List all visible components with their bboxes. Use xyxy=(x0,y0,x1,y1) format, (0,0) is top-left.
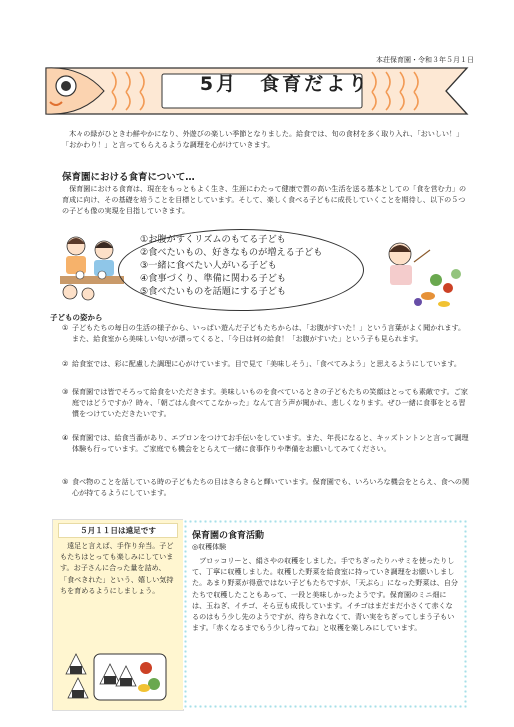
activity-heading: 保育園の食育活動 xyxy=(192,531,265,541)
child-vegetables-illustration xyxy=(370,232,468,312)
kid-item xyxy=(62,386,472,420)
section-paragraph: 保育園における食育は、現在をもっともよく生き、生涯にわたって健康で質の高い生活を送る基本としての「食を営む力」の育成に向け、その基礎を培うことを目標としています。そして、楽しく食べる子どもに成長していくことを期待し、以下の５つの子ども像の実現を目指していきます。 xyxy=(62,184,467,216)
kid-item xyxy=(62,432,472,454)
excursion-heading: ５月１１日は遠足です xyxy=(58,523,178,538)
goal-item: ③一緒に食べたい人がいる子ども xyxy=(140,260,277,271)
kid-item-text: 保育園では、給食当番があり、エプロンをつけてお手伝いをしています。また、年長になると、キッズトントンと言って調理体験も行っています。ご家庭でも機会をとらえて一緒に食事作りや準備をお願いしてみてください。 xyxy=(72,433,469,454)
kid-item xyxy=(62,322,472,344)
activity-paragraph: ブロッコリーと、絹さやの収穫をしました。手でちぎったりハサミを使ったりして、丁寧に収穫しました。収穫した野菜を給食室に持っていき調理をお願いしました。あまり野菜が得意ではない子どもたちですが、「天ぷら」になった野菜は、自分たちで収穫したこともあって、一段と美味しかったようです。保育園のミニ畑には、玉ねぎ、イチゴ、そら豆も成長しています。イチゴはまだまだ小さくて赤くなるのはもう少し先のようですが、待ちきれなくて、青い実をちぎってしまう子もいます。「赤くなるまでもう少し待ってね」と収穫を楽しみにしています。 xyxy=(192,556,458,633)
kid-item-number: ④ xyxy=(62,433,69,442)
intro-paragraph: 木々の緑がひときわ鮮やかになり、外遊びの楽しい季節となりました。給食では、旬の食材を多く取り入れ、「おいしい！」「おかわり！」と言ってもらえるような調理を心がけていきます。 xyxy=(62,129,464,150)
kid-item-text: 給食室では、彩に配慮した調理に心がけています。目で見て「美味しそう」、「食べてみよう」と思えるようにしています。 xyxy=(72,359,462,368)
section-heading: 保育園における食育について… xyxy=(62,172,195,183)
kid-item-number: ① xyxy=(62,323,69,332)
kid-item-number: ② xyxy=(62,359,69,368)
kid-item xyxy=(62,358,472,369)
goal-item: ②食べたいもの、好きなものが増える子ども xyxy=(140,247,323,258)
kid-item-number: ⑤ xyxy=(62,477,69,486)
kid-item-text: 子どもたちの毎日の生活の様子から、いっぱい遊んだ子どもたちからは、「お腹がすいた！」という言葉がよく聞かれます。また、給食室から美味しい匂いが漂ってくると、「今日は何の給食！「お腹がすいた」という子も見られます。 xyxy=(72,323,466,344)
excursion-paragraph: 遠足と言えば、手作り弁当。子どもたちはとっても楽しみにしています。お子さんに合った量を詰め、「食べきれた」という、嬉しい気持ちを育めるようにしましょう。 xyxy=(60,541,174,595)
dateline: 本荘保育園・令和３年５月１日 xyxy=(376,56,474,64)
goal-item: ⑤食べたいものを話題にする子ども xyxy=(140,286,287,297)
children-eating-illustration xyxy=(58,230,126,302)
activity-subheading: ◎収穫体験 xyxy=(192,543,227,551)
page-title: 5月 食育だより xyxy=(199,73,371,95)
kid-item-text: 食べ物のことを話している時の子どもたちの目はきらきらと輝いています。保育園でも、いろいろな機会をとらえ、食への関心が持てるようにしています。 xyxy=(72,477,470,498)
kids-section-title: 子どもの姿から xyxy=(50,313,103,322)
goals-list xyxy=(140,233,322,298)
kid-item xyxy=(62,476,472,498)
goal-item: ①お腹がすくリズムのもてる子ども xyxy=(140,234,286,245)
goal-item: ④食事づくり、準備に関わる子ども xyxy=(140,273,287,284)
kid-item-text: 保育園では皆でそろって給食をいただきます。美味しいものを食べているときの子どもたちの笑顔はとっても素敵です。ご家庭ではどうですか？時々、「朝ごはん食べてこなかった」なんて言う声が聞かれ、悲しくなります。ぜひ一緒に食事をとる習慣をつけていただきたいです。 xyxy=(72,387,468,419)
kid-item-number: ③ xyxy=(62,387,69,396)
bento-illustration xyxy=(64,644,172,706)
